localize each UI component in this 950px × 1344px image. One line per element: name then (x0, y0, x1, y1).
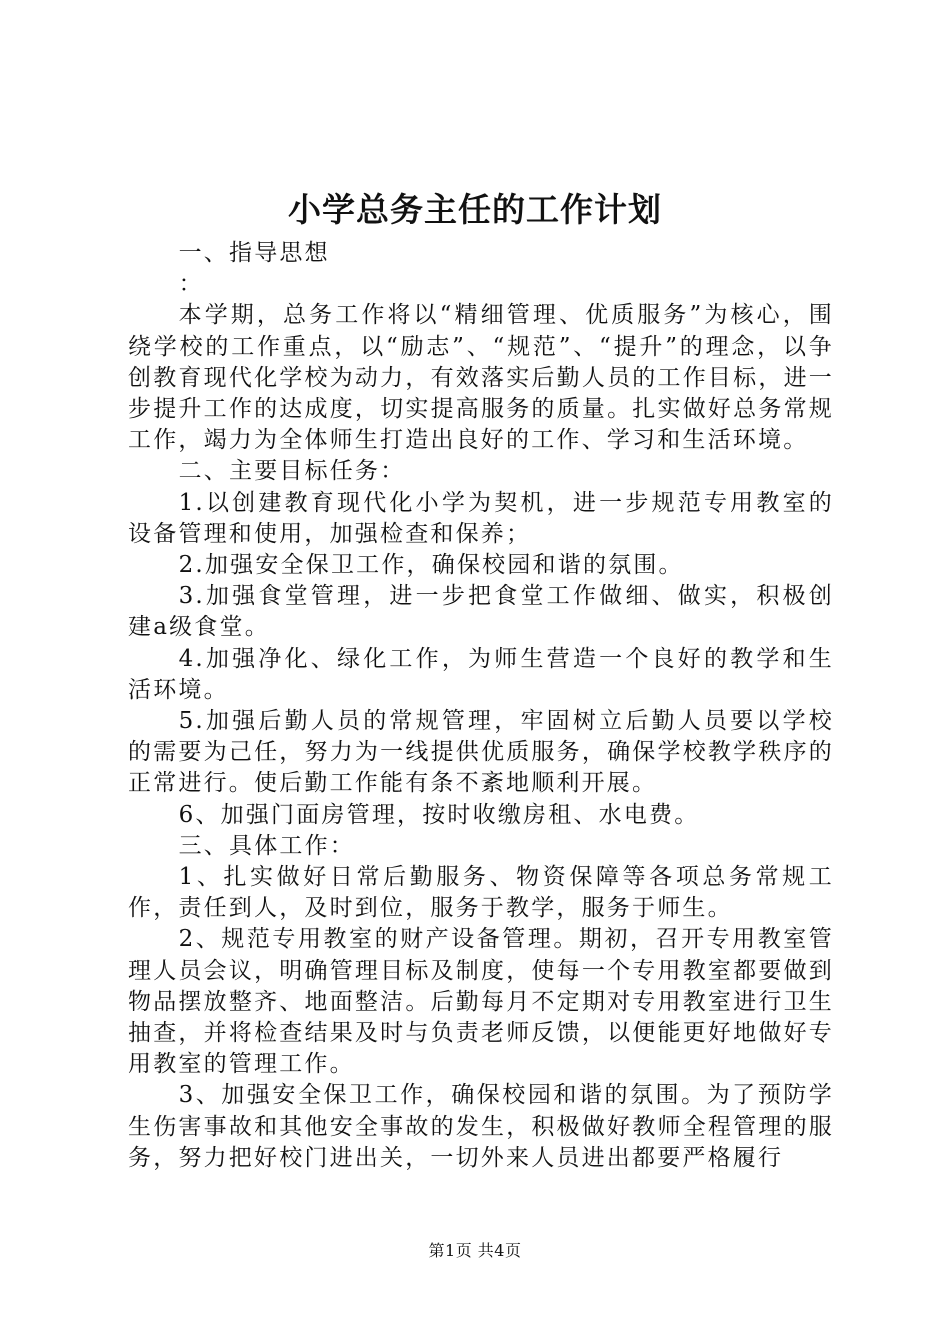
goal-item-4: 4.加强净化、绿化工作，为师生营造一个良好的教学和生活环境。 (128, 645, 834, 703)
document-body (128, 238, 834, 1174)
goal-item-3: 3.加强食堂管理，进一步把食堂工作做细、做实，积极创建a级食堂。 (128, 583, 834, 641)
section-heading-guiding-ideology: 一、指导思想 (178, 240, 330, 266)
work-item-3: 3、加强安全保卫工作，确保校园和谐的氛围。为了预防学生伤害事故和其他安全事故的发生，积极做好教师全程管理的服务，努力把好校门进出关，一切外来人员进出都要严格履行 (128, 1082, 834, 1171)
paragraph-intro: 本学期，总务工作将以“精细管理、优质服务”为核心，围绕学校的工作重点，以“励志”、“规范”、“提升”的理念，以争创教育现代化学校为动力，有效落实后勤人员的工作目标，进一步提升工作的达成度，切实提高服务的质量。扎实做好总务常规工作，竭力为全体师生打造出良好的工作、学习和生活环境。 (128, 302, 834, 454)
goal-item-5: 5.加强后勤人员的常规管理，牢固树立后勤人员要以学校的需要为己任，努力为一线提供优质服务，确保学校教学秩序的正常进行。使后勤工作能有条不紊地顺利开展。 (128, 708, 834, 797)
work-item-2: 2、规范专用教室的财产设备管理。期初，召开专用教室管理人员会议，明确管理目标及制度，使每一个专用教室都要做到物品摆放整齐、地面整洁。后勤每月不定期对专用教室进行卫生抽查，并将检查结果及时与负责老师反馈，以便能更好地做好专用教室的管理工作。 (128, 926, 834, 1078)
section-heading-main-goals: 二、主要目标任务： (178, 458, 406, 485)
colon-line: ： (178, 271, 204, 298)
document-title: 小学总务主任的工作计划 (288, 190, 662, 229)
page-number-footer: 第1页 共4页 (428, 1241, 522, 1260)
work-item-1: 1、扎实做好日常后勤服务、物资保障等各项总务常规工作，责任到人，及时到位，服务于教学，服务于师生。 (128, 864, 834, 922)
section-heading-specific-work: 三、具体工作： (178, 832, 355, 859)
goal-item-6: 6、加强门面房管理，按时收缴房租、水电费。 (178, 801, 700, 828)
goal-item-1: 1.以创建教育现代化小学为契机，进一步规范专用教室的设备管理和使用，加强检查和保养； (128, 489, 834, 547)
goal-item-2: 2.加强安全保卫工作，确保校园和谐的氛围。 (178, 552, 684, 579)
